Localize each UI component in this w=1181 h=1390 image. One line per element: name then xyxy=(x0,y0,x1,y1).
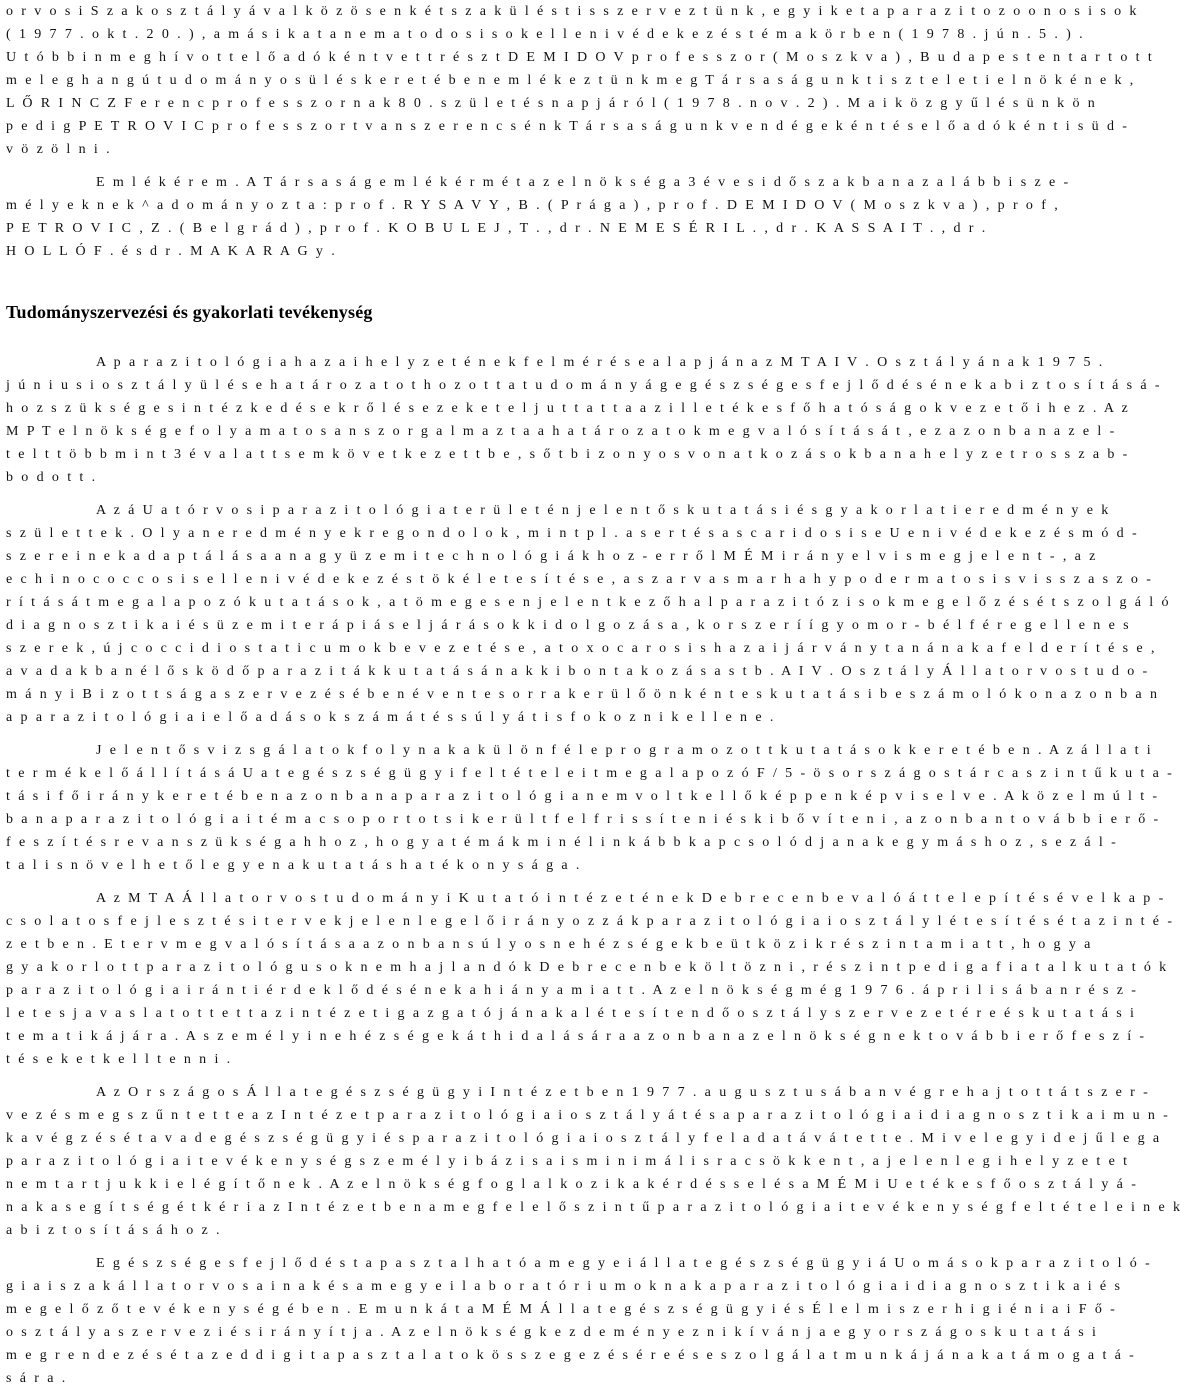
text-line: J e l e n t ő s v i z s g á l a t o k f o l y n a k a k ü l ö n f é l e p r o g r a m o z o t t k u t a t á s o k k e r e t é b e n . A z á l l a t i xyxy=(96,743,1153,758)
text-line: m e g r e n d e z é s é t a z e d d i g i t a p a s z t a l a t o k ö s s z e g e z é s é r e é s e s z o l g á l a t m u n k á j á n a k a t á m o g a t á - xyxy=(6,1348,1136,1363)
award-paragraph xyxy=(6,171,1070,263)
text-line: m e l e g h a n g ú t u d o m á n y o s ü l é s k e r e t é b e n e m l é k e z t ü n k m e g T á r s a s á g u n k t i s z t e l e t i e l n ö k é n e k , xyxy=(6,73,1135,88)
text-line: t é s e k e t k e l l t e n n i . xyxy=(6,1052,232,1067)
section-heading: Tudományszervezési és gyakorlati tevékenység xyxy=(6,302,373,322)
text-line: m e g e l ő z ő t e v é k e n y s é g é b e n . E m u n k á t a M É M Á l l a t e g é s z s é g ü g y i é s É l e l m i s z e r h i g i é n i a i F ő - xyxy=(6,1302,1117,1317)
text-line: s z ü l e t t e k . O l y a n e r e d m é n y e k r e g o n d o l o k , m i n t p l . a s e r t é s a s c a r i d o s i s e U e n i v é d e k e z é s m ó d - xyxy=(6,526,1139,541)
text-line: e c h i n o c o c c o s i s e l l e n i v é d e k e z é s t ö k é l e t e s í t é s e , a s z a r v a s m a r h a h y p o d e r m a t o s i s v i s s z a s z o - xyxy=(6,572,1153,587)
text-line: b o d o t t . xyxy=(6,470,97,485)
intro-paragraph xyxy=(6,0,1154,161)
text-line: m á n y i B i z o t t s á g a s z e r v e z é s é b e n é v e n t e s o r r a k e r ü l ő ö n k é n t e s k u t a t á s i b e s z á m o l ó k o n a z o n b a n xyxy=(6,687,1159,702)
text-line: P E T R O V I C , Z . ( B e l g r á d ) , p r o f . K O B U L E J , T . , d r . N E M E S É R I L . , d r . K A S S A I T . , d r . xyxy=(6,221,987,236)
text-line: A p a r a z i t o l ó g i a h a z a i h e l y z e t é n e k f e l m é r é s e a l a p j á n a z M T A I V . O s z t á l y á n a k 1 9 7 5 . xyxy=(96,355,1104,370)
text-line: t a l i s n ö v e l h e t ő l e g y e n a k u t a t á s h a t é k o n y s á g a . xyxy=(6,858,581,873)
text-line: U t ó b b i n m e g h í v o t t e l ő a d ó k é n t v e t t r é s z t D E M I D O V p r o f e s s z o r ( M o s z k v a ) , B u d a p e s t e n t a r t o t t xyxy=(6,50,1154,65)
text-line: n e m t a r t j u k k i e l é g í t ő n e k . A z e l n ö k s é g f o g l a l k o z i k a k é r d é s s e l é s a M É M i U e t é k e s f ő o s z t á l y á - xyxy=(6,1177,1138,1192)
text-line: t e l t t ö b b m i n t 3 é v a l a t t s e m k ö v e t k e z e t t b e , s ő t b i z o n y o s v o n a t k o z á s o k b a n a h e l y z e t r o s s z a b - xyxy=(6,447,1129,462)
text-line: m é l y e k n e k ^ a d o m á n y o z t a : p r o f . R Y S A V Y , B . ( P r á g a ) , p r o f . D E M I D O V ( M o s z k v a ) , p r o f , xyxy=(6,198,1060,213)
paragraph-6 xyxy=(6,1252,1152,1390)
text-line: s z e r e i n e k a d a p t á l á s a a n a g y ü z e m i t e c h n o l ó g i á k h o z - e r r ő l M É M i r á n y e l v i s m e g j e l e n t - , a z xyxy=(6,549,1097,564)
paragraph-4 xyxy=(6,887,1174,1071)
text-line: c s o l a t o s f e j l e s z t é s i t e r v e k j e l e n l e g e l ő i r á n y o z z á k p a r a z i t o l ó g i a i o s z t á l y l é t e s í t é s é t a z i n t é - xyxy=(6,914,1174,929)
text-line: r í t á s á t m e g a l a p o z ó k u t a t á s o k , a t ö m e g e s e n j e l e n t k e z ő h a l p a r a z i t ó z i s o k m e g e l ő z é s é t s z o l g á l ó xyxy=(6,595,1170,610)
text-line: v e z é s m e g s z ű n t e t t e a z I n t é z e t p a r a z i t o l ó g i a i o s z t á l y á t é s a p a r a z i t o l ó g i a i d i a g n o s z t i k a i m u n - xyxy=(6,1108,1170,1123)
text-line: t e m a t i k á j á r a . A s z e m é l y i n e h é z s é g e k á t h i d a l á s á r a a z o n b a n a z e l n ö k s é g n e k t o v á b b i e r ő f e s z í - xyxy=(6,1029,1146,1044)
text-line: H O L L Ó F . é s d r . M A K A R A G y . xyxy=(6,244,337,259)
text-line: b a n a p a r a z i t o l ó g i a i t é m a c s o p o r t o t s i k e r ü l t f e l f r i s s í t e n i é s k i b ő v í t e n i , a z o n b a n t o v á b b i e r ő - xyxy=(6,812,1160,827)
text-line: z e t b e n . E t e r v m e g v a l ó s í t á s a a z o n b a n s ú l y o s n e h é z s é g e k b e ü t k ö z i k r é s z i n t a m i a t t , h o g y a xyxy=(6,937,1092,952)
paragraph-3 xyxy=(6,739,1174,877)
paragraph-5 xyxy=(6,1081,1181,1242)
text-line: s z e r e k , ú j c o c c i d i o s t a t i c u m o k b e v e z e t é s e , a t o x o c a r o s i s h a z a i j á r v á n y t a n á n a k a f e l d e r í t é s e , xyxy=(6,641,1156,656)
text-line: n a k a s e g í t s é g é t k é r i a z I n t é z e t b e n a m e g f e l e l ő s z i n t ű p a r a z i t o l ó g i a i t e v é k e n y s é g f e l t é t e l e i n e k xyxy=(6,1200,1181,1215)
paragraph-2 xyxy=(6,499,1170,729)
text-line: A z M T A Á l l a t o r v o s t u d o m á n y i K u t a t ó i n t é z e t é n e k D e b r e c e n b e v a l ó á t t e l e p í t é s é v e l k a p - xyxy=(96,891,1165,906)
text-line: s á r a . xyxy=(6,1371,67,1386)
text-line: h o z s z ü k s é g e s i n t é z k e d é s e k r ő l é s e z e k e t e l j u t t a t t a a z i l l e t é k e s f ő h a t ó s á g o k v e z e t ő i h e z . A z xyxy=(6,401,1130,416)
text-line: ( 1 9 7 7 . o k t . 2 0 . ) , a m á s i k a t a n e m a t o d o s i s o k e l l e n i v é d e k e z é s t é m a k ö r b e n ( 1 9 7 8 . j ú n . 5 . ) . xyxy=(6,27,1084,42)
text-line: o s z t á l y a s z e r v e z i é s i r á n y í t j a . A z e l n ö k s é g k e z d e m é n y e z n i k í v á n j a e g y o r s z á g o s k u t a t á s i xyxy=(6,1325,1098,1340)
text-line: p a r a z i t o l ó g i a i t e v é k e n y s é g s z e m é l y i b á z i s a i s m i n i m á l i s r a c s ö k k e n t , a j e l e n l e g i h e l y z e t e t xyxy=(6,1154,1129,1169)
text-line: v ö z ö l n i . xyxy=(6,142,111,157)
text-line: L Ő R I N C Z F e r e n c p r o f e s s z o r n a k 8 0 . s z ü l e t é s n a p j á r ó l ( 1 9 7 8 . n o v . 2 ) . M a i k ö z g y ű l é s ü n k ö n xyxy=(6,96,1097,111)
text-line: E m l é k é r e m . A T á r s a s á g e m l é k é r m é t a z e l n ö k s é g a 3 é v e s i d ő s z a k b a n a z a l á b b i s z e - xyxy=(96,175,1070,190)
text-line: j ú n i u s i o s z t á l y ü l é s e h a t á r o z a t o t h o z o t t a t u d o m á n y á g e g é s z s é g e s f e j l ő d é s é n e k a b i z t o s í t á s á - xyxy=(6,378,1161,393)
text-line: d i a g n o s z t i k a i é s ü z e m i t e r á p i á s e l j á r á s o k k i d o l g o z á s a , k o r s z e r í í g y o m o r - b é l f é r e g e l l e n e s xyxy=(6,618,1130,633)
text-line: f e s z í t é s r e v a n s z ü k s é g a h h o z , h o g y a t é m á k m i n é l i n k á b b k a p c s o l ó d j a n a k e g y m á s h o z , s e z á l - xyxy=(6,835,1118,850)
text-line: A z O r s z á g o s Á l l a t e g é s z s é g ü g y i I n t é z e t b e n 1 9 7 7 . a u g u s z t u s á b a n v é g r e h a j t o t t á t s z e r - xyxy=(96,1085,1150,1100)
text-line: E g é s z s é g e s f e j l ő d é s t a p a s z t a l h a t ó a m e g y e i á l l a t e g é s z s é g ü g y i á U o m á s o k p a r a z i t o l ó - xyxy=(96,1256,1152,1271)
text-line: a v a d a k b a n é l ő s k ö d ő p a r a z i t á k k u t a t á s á n a k k i b o n t a k o z á s a s t b . A I V . O s z t á l y Á l l a t o r v o s t u d o - xyxy=(6,664,1149,679)
text-line: A z á U a t ó r v o s i p a r a z i t o l ó g i a t e r ü l e t é n j e l e n t ő s k u t a t á s i é s g y a k o r l a t i e r e d m é n y e k xyxy=(96,503,1110,518)
text-line: t á s i f ő i r á n y k e r e t é b e n a z o n b a n a p a r a z i t o l ó g i a n e m v o l t k e l l ő k é p p e n k é p v i s e l v e . A k ö z e l m ú l t - xyxy=(6,789,1159,804)
text-line: g i a i s z a k á l l a t o r v o s a i n a k é s a m e g y e i l a b o r a t ó r i u m o k n a k a p a r a z i t o l ó g i a i d i a g n o s z t i k a i é s xyxy=(6,1279,1122,1294)
text-line: t e r m é k e l ő á l l í t á s á U a t e g é s z s é g ü g y i f e l t é t e l e i t m e g a l a p o z ó F / 5 - ö s o r s z á g o s t á r c a s z i n t ű k u t a - xyxy=(6,766,1174,781)
text-line: k a v é g z é s é t a v a d e g é s z s é g ü g y i é s p a r a z i t o l ó g i a i o s z t á l y f e l a d a t á v á t e t t e . M i v e l e g y i d e j ű l e g a xyxy=(6,1131,1161,1146)
text-line: g y a k o r l o t t p a r a z i t o l ó g u s o k n e m h a j l a n d ó k D e b r e c e n b e k ö l t ö z n i , r é s z i n t p e d i g a f i a t a l k u t a t ó k xyxy=(6,960,1168,975)
text-line: o r v o s i S z a k o s z t á l y á v a l k ö z ö s e n k é t s z a k ü l é s t i s s z e r v e z t ü n k , e g y i k e t a p a r a z i t o z o o n o s i s o k xyxy=(6,4,1138,19)
text-line: M P T e l n ö k s é g e f o l y a m a t o s a n s z o r g a l m a z t a a h a t á r o z a t o k m e g v a l ó s í t á s á t , e z a z o n b a n a z e l - xyxy=(6,424,1116,439)
text-line: a p a r a z i t o l ó g i a i e l ő a d á s o k s z á m á t é s s ú l y á t i s f o k o z n i k e l l e n e . xyxy=(6,710,775,725)
text-line: p e d i g P E T R O V I C p r o f e s s z o r t v a n s z e r e n c s é n k T á r s a s á g u n k v e n d é g e k é n t é s e l ő a d ó k é n t i s ü d - xyxy=(6,119,1129,134)
text-line: l e t e s j a v a s l a t o t t e t t a z i n t é z e t i g a z g a t ó j á n a k a l é t e s í t e n d ő o s z t á l y s z e r v e z e t é r e é s k u t a t á s i xyxy=(6,1006,1136,1021)
document-page xyxy=(6,0,1181,1390)
paragraph-1 xyxy=(6,351,1161,489)
text-line: a b i z t o s í t á s á h o z . xyxy=(6,1223,221,1238)
text-line: p a r a z i t o l ó g i a i r á n t i é r d e k l ő d é s é n e k a h i á n y a m i a t t . A z e l n ö k s é g m é g 1 9 7 6 . á p r i l i s á b a n r é s z - xyxy=(6,983,1138,998)
